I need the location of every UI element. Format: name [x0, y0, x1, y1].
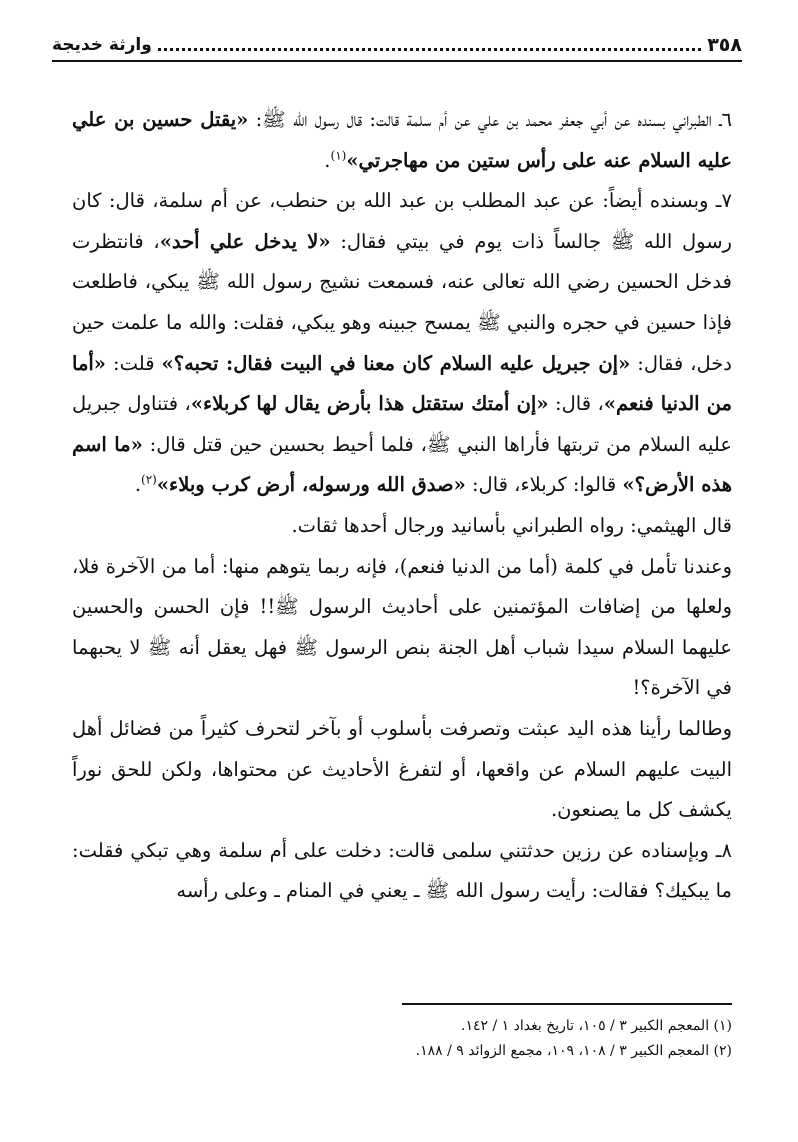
footnote-2: (٢) المعجم الكبير ٣ / ١٠٨، ١٠٩، مجمع الزوائد ٩ / ١٨٨.: [415, 1043, 732, 1059]
text-run: .: [134, 473, 142, 497]
text-run: قالوا: كربلاء، قال:: [465, 473, 623, 497]
paragraph-p7: [72, 181, 732, 506]
header-rule: [52, 60, 742, 62]
quote-bold: «ما اسم هذه الأرض؟»: [72, 432, 732, 497]
text-run: وطالما رأينا هذه اليد عبثت وتصرفت بأسلوب أو بآخر لتحرف كثيراً من فضائل أهل البيت عليهم السلام عن واقعها، أو لتفرغ الأحاديث عن محتواها، ولكن للحق نوراً يكشف كل ما يصنعون.: [72, 716, 732, 822]
footnote-ref: (١): [330, 148, 347, 163]
footnote-1: (١) المعجم الكبير ٣ / ١٠٥، تاريخ بغداد ١ / ١٤٢.: [461, 1018, 732, 1034]
paragraph-p6: [72, 100, 732, 181]
paragraph-p8: [72, 831, 732, 912]
text-run: ، فانتظرت فدخل الحسين رضي الله تعالى عنه، فسمعت نشيج رسول الله ﷺ يبكي، فاطلعت فإذا حسين في حجره والنبي ﷺ يمسح جبينه وهو يبكي، فقلت: والله ما علمت حين دخل، فقال:: [72, 229, 732, 375]
text-run: ، فتناول جبريل عليه السلام من تربتها فأراها النبي ﷺ، فلما أحيط بحسين حين قتل قال:: [72, 392, 732, 456]
quote-bold: «صدق الله ورسوله، أرض كرب وبلاء»: [156, 473, 466, 497]
text-run: قال الهيثمي: رواه الطبراني بأسانيد ورجال أحدها ثقات.: [291, 513, 732, 537]
running-title: وارثة خديجة: [52, 35, 152, 55]
text-run: قلت:: [106, 351, 162, 375]
page-number: ٣٥٨: [707, 34, 742, 56]
paragraph-p-haythami: [72, 506, 732, 547]
quote-bold: «إن جبريل عليه السلام كان معنا في البيت فقال: تحبه؟»: [161, 351, 631, 375]
text-run: وعندنا تأمل في كلمة (أما من الدنيا فنعم)، فإنه ربما يتوهم منها: أما من الآخرة فلا، ولعلها من إضافات المؤتمنين على أحاديث الرسول ﷺ!! فإن الحسن والحسين عليهما السلام سيدا شباب أهل الجنة بنص الرسول ﷺ فهل يعقل أنه ﷺ لا يحبهما في الآخرة؟!: [72, 554, 732, 700]
paragraph-p-comment1: [72, 547, 732, 709]
quote-bold: «أما من الدنيا فنعم»: [72, 351, 732, 416]
footnotes: [300, 1014, 732, 1064]
text-run: ٦ـ الطبراني بسنده عن أبي جعفر محمد بن علي عن أم سلمة قالت: قال رسول الله ﷺ:: [248, 108, 733, 131]
footnote-separator: [402, 1003, 732, 1005]
dotted-leader: [158, 48, 701, 51]
footnote-ref: (٢): [141, 472, 157, 487]
quote-bold: «لا يدخل علي أحد»: [159, 229, 331, 253]
main-text: [72, 100, 732, 912]
page-header: [52, 32, 742, 58]
paragraph-p-comment2: [72, 709, 732, 831]
text-run: .: [324, 148, 331, 172]
text-run: ٨ـ وبإسناده عن رزين حدثتني سلمى قالت: دخلت على أم سلمة وهي تبكي فقلت: ما يبكيك؟ فقالت: رأيت رسول الله ﷺ ـ يعني في المنام ـ وعلى رأسه: [72, 838, 732, 903]
quote-bold: «إن أمتك ستقتل هذا بأرض يقال لها كربلاء»: [190, 392, 549, 416]
text-run: ٧ـ وبسنده أيضاً: عن عبد المطلب بن عبد الله بن حنطب، عن أم سلمة، قال: كان رسول الله ﷺ جالساً ذات يوم في بيتي فقال:: [72, 189, 732, 253]
text-run: ، قال:: [548, 392, 604, 416]
quote-bold: «يقتل حسين بن علي عليه السلام عنه على رأس ستين من مهاجرتي»: [72, 108, 732, 172]
